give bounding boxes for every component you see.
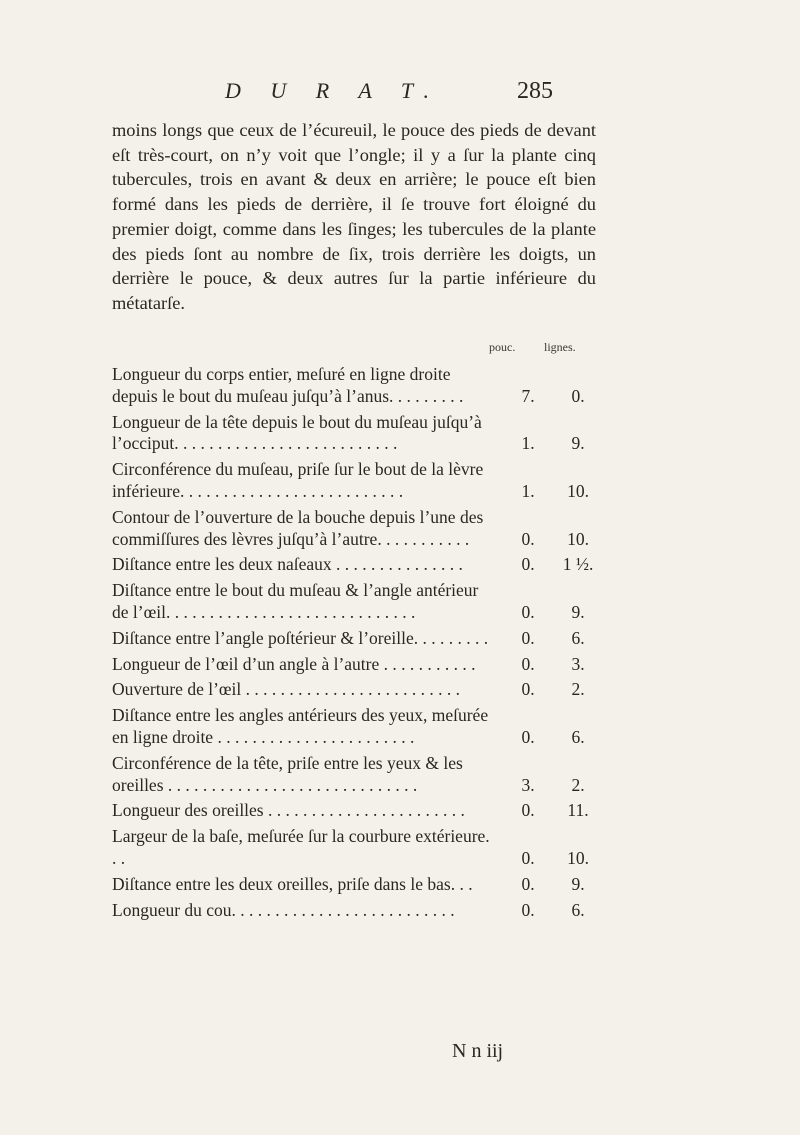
measurement-label: Diſtance entre l’angle poſtérieur & l’oreille. . . . . . . . . bbox=[112, 627, 489, 648]
measurement-row bbox=[112, 507, 600, 551]
measurement-label: Diſtance entre les deux naſeaux . . . . . . . . . . . . . . . bbox=[112, 554, 463, 575]
measurement-row bbox=[112, 679, 600, 701]
value-pouces: 3. bbox=[521, 774, 535, 795]
measurement-label: Ouverture de l’œil . . . . . . . . . . . . . . . . . . . . . . . . . bbox=[112, 679, 461, 700]
column-header-lignes: lignes. bbox=[544, 340, 576, 354]
value-pouces: 0. bbox=[521, 679, 535, 700]
value-pouces: 0. bbox=[521, 800, 535, 821]
body-paragraph: moins longs que ceux de l’écureuil, le pouce des pieds de devant eſt très-court, on n’y voit que l’ongle; il y a ſur la plante cinq tubercules, trois en avant & deux en arrière; le pouce eſt bien formé dans les pieds de derrière, il ſe trouve fort éloigné du premier doigt, comme dans les ſinges; les tubercules de la plante des pieds ſont au nombre de ſix, trois derrière les doigts, un derrière le pouce, & deux autres ſur la partie inférieure du métatarſe. bbox=[112, 120, 596, 313]
measurement-row bbox=[112, 554, 600, 576]
value-lignes: 10. bbox=[567, 847, 589, 868]
value-pouces: 1. bbox=[521, 433, 535, 454]
value-pouces: 0. bbox=[521, 601, 535, 622]
measurement-label: Longueur du cou. . . . . . . . . . . . . . . . . . . . . . . . . . bbox=[112, 899, 455, 920]
measurement-label: Longueur de l’œil d’un angle à l’autre . . . . . . . . . . . bbox=[112, 653, 476, 674]
value-pouces: 0. bbox=[521, 899, 535, 920]
page-number: 285 bbox=[517, 78, 553, 104]
value-lignes: 9. bbox=[571, 433, 585, 454]
measurement-label: Largeur de la baſe, meſurée ſur la courbure extérieure. . . bbox=[112, 826, 490, 868]
value-pouces: 0. bbox=[521, 528, 535, 549]
value-lignes: 11. bbox=[567, 800, 589, 821]
measurement-label: Contour de l’ouverture de la bouche depuis l’une des commiſſures des lèvres juſqu’à l’autre. . . . . . . . . . . bbox=[112, 506, 484, 549]
measurement-label: Longueur du corps entier, meſuré en ligne droite depuis le bout du muſeau juſqu’à l’anus. . . . . . . . . bbox=[112, 364, 464, 406]
measurement-row bbox=[112, 628, 600, 650]
value-pouces: 1. bbox=[521, 480, 535, 501]
measurement-label: Circonférence de la tête, priſe entre les yeux & les oreilles . . . . . . . . . . . . . . . . . . . . . . . . . . . . . bbox=[112, 752, 463, 795]
measurement-label: Circonférence du muſeau, priſe ſur le bout de la lèvre inférieure. . . . . . . . . . . . . . . . . . . . . . . . . . bbox=[112, 459, 484, 501]
measurement-row bbox=[112, 580, 600, 624]
measurement-row bbox=[112, 654, 600, 676]
measurement-label: Diſtance entre le bout du muſeau & l’angle antérieur de l’œil. . . . . . . . . . . . . . . . . . . . . . . . . . . . . bbox=[112, 580, 479, 622]
value-lignes: 3. bbox=[571, 653, 585, 674]
measurement-label: Diſtance entre les angles antérieurs des yeux, meſurée en ligne droite . . . . . . . . . . . . . . . . . . . . . . . bbox=[112, 705, 489, 747]
value-pouces: 0. bbox=[521, 847, 535, 868]
measurement-row bbox=[112, 753, 600, 797]
measurement-row bbox=[112, 900, 600, 922]
value-lignes: 9. bbox=[571, 601, 585, 622]
value-lignes: 6. bbox=[571, 899, 585, 920]
measurement-label: Longueur des oreilles . . . . . . . . . . . . . . . . . . . . . . . bbox=[112, 800, 465, 821]
value-lignes: 2. bbox=[571, 679, 585, 700]
value-pouces: 7. bbox=[521, 385, 535, 406]
value-pouces: 0. bbox=[521, 726, 535, 747]
measurement-label: Diſtance entre les deux oreilles, priſe dans le bas. . . bbox=[112, 873, 473, 894]
measurement-row bbox=[112, 412, 600, 456]
running-title: D U R A T. bbox=[225, 78, 441, 103]
value-lignes: 6. bbox=[571, 726, 585, 747]
column-header-pouces: pouc. bbox=[489, 340, 516, 354]
measurement-row bbox=[112, 459, 600, 503]
value-pouces: 0. bbox=[521, 653, 535, 674]
measurement-row bbox=[112, 800, 600, 822]
value-pouces: 0. bbox=[521, 873, 535, 894]
value-pouces: 0. bbox=[521, 554, 535, 575]
signature-mark: N n iij bbox=[452, 1040, 504, 1062]
measurement-row bbox=[112, 705, 600, 749]
measurement-table bbox=[112, 352, 600, 921]
measurement-row bbox=[112, 826, 600, 870]
value-lignes: 0. bbox=[571, 385, 585, 406]
value-pouces: 0. bbox=[521, 627, 535, 648]
value-lignes: 2. bbox=[571, 774, 585, 795]
measurement-row bbox=[112, 364, 600, 408]
page-header bbox=[0, 78, 800, 118]
measurement-label: Longueur de la tête depuis le bout du muſeau juſqu’à l’occiput. . . . . . . . . . . . . . . . . . . . . . . . . . bbox=[112, 411, 482, 454]
value-lignes: 9. bbox=[571, 873, 585, 894]
value-lignes: 10. bbox=[567, 480, 589, 501]
value-lignes: 1 ½. bbox=[562, 554, 594, 575]
value-lignes: 10. bbox=[567, 528, 589, 549]
measurement-row bbox=[112, 874, 600, 896]
value-lignes: 6. bbox=[571, 627, 585, 648]
